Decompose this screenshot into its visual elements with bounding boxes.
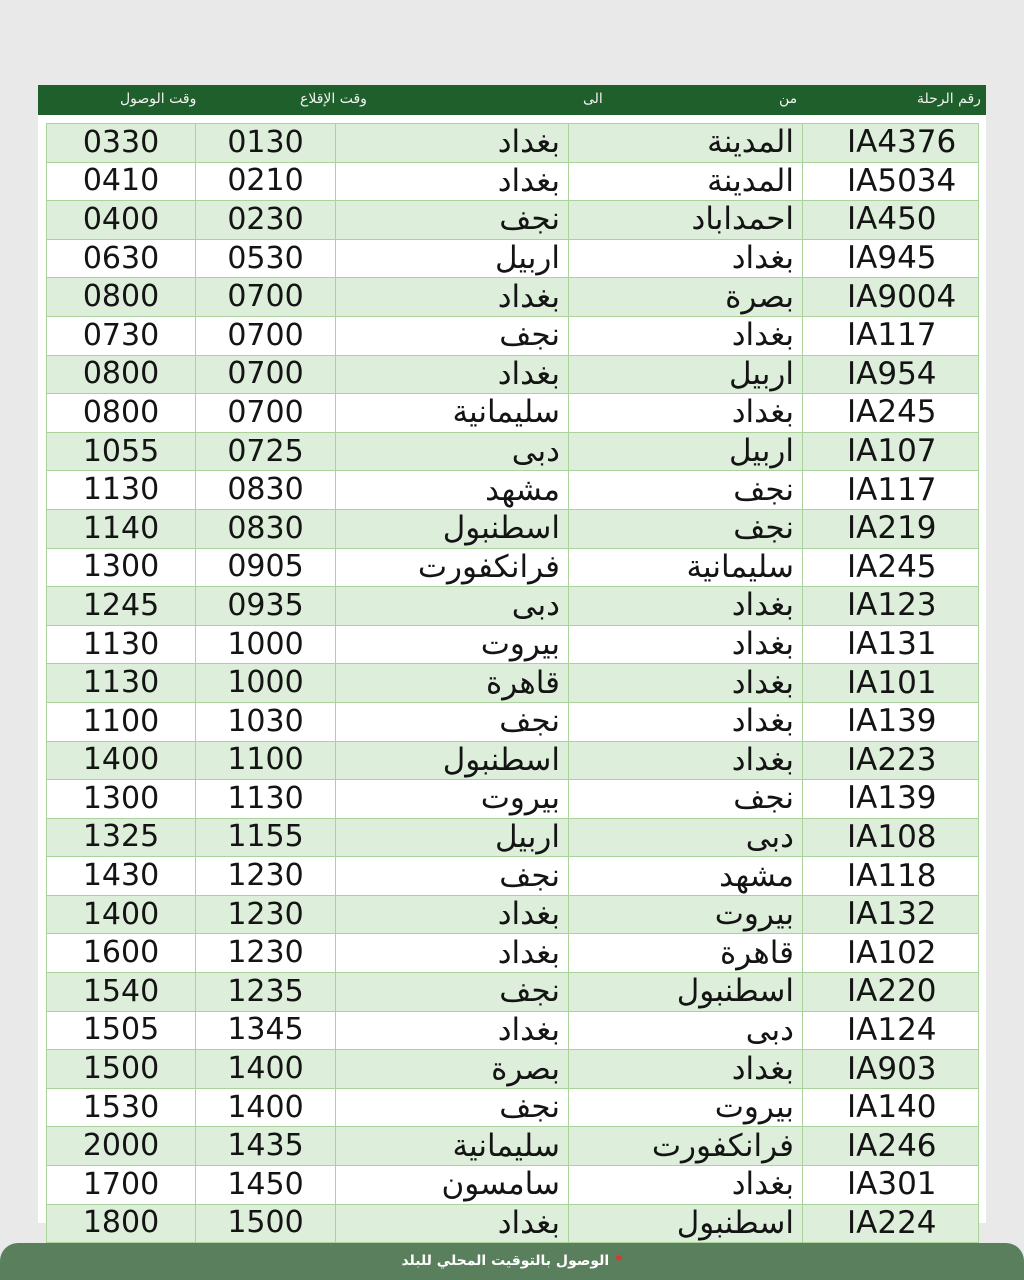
origin-cell: اسطنبول (569, 1204, 803, 1243)
arrival-time-cell: 1400 (47, 895, 196, 934)
origin-cell: بغداد (569, 316, 803, 355)
arrival-time-cell: 0630 (47, 239, 196, 278)
arrival-time-cell: 1400 (47, 741, 196, 780)
departure-time-cell: 1235 (196, 973, 336, 1012)
table-row (47, 1050, 979, 1089)
footer-asterisk-marker: * (615, 1253, 623, 1269)
departure-time-cell: 0725 (196, 432, 336, 471)
destination-cell: بيروت (336, 780, 569, 819)
departure-time-cell: 1500 (196, 1204, 336, 1243)
table-row (47, 316, 979, 355)
flight-number-cell: IA903 (803, 1050, 979, 1089)
departure-time-cell: 0830 (196, 509, 336, 548)
departure-time-cell: 1345 (196, 1011, 336, 1050)
flight-number-cell: IA117 (803, 471, 979, 510)
flight-number-cell: IA245 (803, 548, 979, 587)
origin-cell: احمداباد (569, 201, 803, 240)
origin-cell: بغداد (569, 664, 803, 703)
footer-note: الوصول بالتوقيت المحلي للبلد (401, 1253, 610, 1269)
table-row (47, 394, 979, 433)
destination-cell: بغداد (336, 278, 569, 317)
origin-cell: بيروت (569, 895, 803, 934)
arrival-time-cell: 1100 (47, 702, 196, 741)
table-row (47, 1166, 979, 1205)
table-row (47, 201, 979, 240)
departure-time-cell: 1000 (196, 625, 336, 664)
footer-note-bar (0, 1243, 1024, 1280)
departure-time-cell: 1400 (196, 1088, 336, 1127)
arrival-time-cell: 1245 (47, 587, 196, 626)
departure-time-cell: 1450 (196, 1166, 336, 1205)
origin-cell: بيروت (569, 1088, 803, 1127)
table-row (47, 895, 979, 934)
destination-cell: نجف (336, 201, 569, 240)
table-row (47, 239, 979, 278)
departure-time-cell: 0230 (196, 201, 336, 240)
flight-number-cell: IA132 (803, 895, 979, 934)
destination-cell: اربيل (336, 818, 569, 857)
table-row (47, 664, 979, 703)
destination-cell: نجف (336, 973, 569, 1012)
departure-time-cell: 0935 (196, 587, 336, 626)
header-arrival-time: وقت الوصول (120, 91, 197, 107)
arrival-time-cell: 1130 (47, 471, 196, 510)
table-row (47, 741, 979, 780)
departure-time-cell: 0905 (196, 548, 336, 587)
flight-number-cell: IA4376 (803, 124, 979, 163)
table-row (47, 1127, 979, 1166)
header-departure-time: وقت الإقلاع (300, 91, 367, 107)
table-row (47, 780, 979, 819)
table-row (47, 471, 979, 510)
origin-cell: فرانكفورت (569, 1127, 803, 1166)
arrival-time-cell: 1800 (47, 1204, 196, 1243)
origin-cell: اربيل (569, 355, 803, 394)
destination-cell: دبى (336, 587, 569, 626)
destination-cell: دبى (336, 432, 569, 471)
flight-number-cell: IA101 (803, 664, 979, 703)
destination-cell: بغداد (336, 895, 569, 934)
table-row (47, 973, 979, 1012)
destination-cell: بغداد (336, 934, 569, 973)
destination-cell: قاهرة (336, 664, 569, 703)
arrival-time-cell: 1430 (47, 857, 196, 896)
destination-cell: نجف (336, 702, 569, 741)
origin-cell: اسطنبول (569, 973, 803, 1012)
table-row (47, 1204, 979, 1243)
departure-time-cell: 1230 (196, 934, 336, 973)
flight-number-cell: IA124 (803, 1011, 979, 1050)
destination-cell: بغداد (336, 1204, 569, 1243)
arrival-time-cell: 1325 (47, 818, 196, 857)
table-row (47, 625, 979, 664)
flight-number-cell: IA945 (803, 239, 979, 278)
origin-cell: دبى (569, 1011, 803, 1050)
flight-number-cell: IA450 (803, 201, 979, 240)
destination-cell: بغداد (336, 162, 569, 201)
flight-schedule-table (46, 123, 979, 1243)
table-row (47, 548, 979, 587)
origin-cell: بغداد (569, 394, 803, 433)
departure-time-cell: 1155 (196, 818, 336, 857)
arrival-time-cell: 1540 (47, 973, 196, 1012)
departure-time-cell: 0700 (196, 394, 336, 433)
flight-number-cell: IA954 (803, 355, 979, 394)
origin-cell: مشهد (569, 857, 803, 896)
origin-cell: اربيل (569, 432, 803, 471)
arrival-time-cell: 0400 (47, 201, 196, 240)
arrival-time-cell: 1130 (47, 664, 196, 703)
table-row (47, 1011, 979, 1050)
departure-time-cell: 1030 (196, 702, 336, 741)
flight-number-cell: IA117 (803, 316, 979, 355)
flight-number-cell: IA108 (803, 818, 979, 857)
destination-cell: نجف (336, 857, 569, 896)
flight-number-cell: IA220 (803, 973, 979, 1012)
flight-number-cell: IA5034 (803, 162, 979, 201)
origin-cell: بغداد (569, 625, 803, 664)
departure-time-cell: 0700 (196, 316, 336, 355)
flight-number-cell: IA223 (803, 741, 979, 780)
table-row (47, 934, 979, 973)
origin-cell: نجف (569, 471, 803, 510)
arrival-time-cell: 1500 (47, 1050, 196, 1089)
flight-number-cell: IA219 (803, 509, 979, 548)
arrival-time-cell: 1055 (47, 432, 196, 471)
arrival-time-cell: 1140 (47, 509, 196, 548)
origin-cell: بغداد (569, 239, 803, 278)
departure-time-cell: 0210 (196, 162, 336, 201)
flight-number-cell: IA102 (803, 934, 979, 973)
arrival-time-cell: 0410 (47, 162, 196, 201)
flight-number-cell: IA131 (803, 625, 979, 664)
departure-time-cell: 1000 (196, 664, 336, 703)
table-row (47, 587, 979, 626)
departure-time-cell: 1435 (196, 1127, 336, 1166)
flight-number-cell: IA139 (803, 780, 979, 819)
flight-number-cell: IA118 (803, 857, 979, 896)
destination-cell: سليمانية (336, 394, 569, 433)
arrival-time-cell: 2000 (47, 1127, 196, 1166)
flight-number-cell: IA301 (803, 1166, 979, 1205)
flight-number-cell: IA139 (803, 702, 979, 741)
origin-cell: بغداد (569, 1166, 803, 1205)
destination-cell: بغداد (336, 124, 569, 163)
departure-time-cell: 1130 (196, 780, 336, 819)
table-row (47, 1088, 979, 1127)
origin-cell: المدينة (569, 124, 803, 163)
origin-cell: بصرة (569, 278, 803, 317)
arrival-time-cell: 0800 (47, 355, 196, 394)
origin-cell: بغداد (569, 741, 803, 780)
destination-cell: فرانكفورت (336, 548, 569, 587)
departure-time-cell: 0130 (196, 124, 336, 163)
arrival-time-cell: 1300 (47, 780, 196, 819)
destination-cell: اربيل (336, 239, 569, 278)
table-row (47, 509, 979, 548)
departure-time-cell: 1100 (196, 741, 336, 780)
schedule-panel (38, 115, 986, 1241)
departure-time-cell: 0830 (196, 471, 336, 510)
destination-cell: نجف (336, 316, 569, 355)
arrival-time-cell: 1530 (47, 1088, 196, 1127)
destination-cell: بغداد (336, 1011, 569, 1050)
departure-time-cell: 0700 (196, 278, 336, 317)
arrival-time-cell: 0730 (47, 316, 196, 355)
header-from: من (779, 91, 798, 107)
header-to: الى (583, 91, 603, 107)
arrival-time-cell: 0800 (47, 394, 196, 433)
origin-cell: دبى (569, 818, 803, 857)
arrival-time-cell: 1300 (47, 548, 196, 587)
origin-cell: نجف (569, 780, 803, 819)
destination-cell: بغداد (336, 355, 569, 394)
origin-cell: قاهرة (569, 934, 803, 973)
table-row (47, 857, 979, 896)
origin-cell: نجف (569, 509, 803, 548)
table-row (47, 162, 979, 201)
flight-number-cell: IA9004 (803, 278, 979, 317)
origin-cell: بغداد (569, 702, 803, 741)
table-row (47, 818, 979, 857)
departure-time-cell: 1230 (196, 895, 336, 934)
table-row (47, 702, 979, 741)
departure-time-cell: 0530 (196, 239, 336, 278)
departure-time-cell: 1400 (196, 1050, 336, 1089)
origin-cell: بغداد (569, 1050, 803, 1089)
flight-number-cell: IA245 (803, 394, 979, 433)
origin-cell: بغداد (569, 587, 803, 626)
arrival-time-cell: 0800 (47, 278, 196, 317)
arrival-time-cell: 1700 (47, 1166, 196, 1205)
flight-number-cell: IA107 (803, 432, 979, 471)
destination-cell: نجف (336, 1088, 569, 1127)
table-row (47, 355, 979, 394)
arrival-time-cell: 1600 (47, 934, 196, 973)
destination-cell: مشهد (336, 471, 569, 510)
destination-cell: اسطنبول (336, 509, 569, 548)
header-flight-number: رقم الرحلة (917, 91, 981, 107)
flight-number-cell: IA224 (803, 1204, 979, 1243)
origin-cell: سليمانية (569, 548, 803, 587)
destination-cell: اسطنبول (336, 741, 569, 780)
table-row (47, 278, 979, 317)
destination-cell: سامسون (336, 1166, 569, 1205)
departure-time-cell: 1230 (196, 857, 336, 896)
table-header-bar (38, 85, 986, 115)
flight-number-cell: IA140 (803, 1088, 979, 1127)
destination-cell: بيروت (336, 625, 569, 664)
table-row (47, 432, 979, 471)
arrival-time-cell: 1505 (47, 1011, 196, 1050)
flight-number-cell: IA246 (803, 1127, 979, 1166)
flight-number-cell: IA123 (803, 587, 979, 626)
destination-cell: سليمانية (336, 1127, 569, 1166)
arrival-time-cell: 0330 (47, 124, 196, 163)
departure-time-cell: 0700 (196, 355, 336, 394)
destination-cell: بصرة (336, 1050, 569, 1089)
table-row (47, 124, 979, 163)
origin-cell: المدينة (569, 162, 803, 201)
arrival-time-cell: 1130 (47, 625, 196, 664)
